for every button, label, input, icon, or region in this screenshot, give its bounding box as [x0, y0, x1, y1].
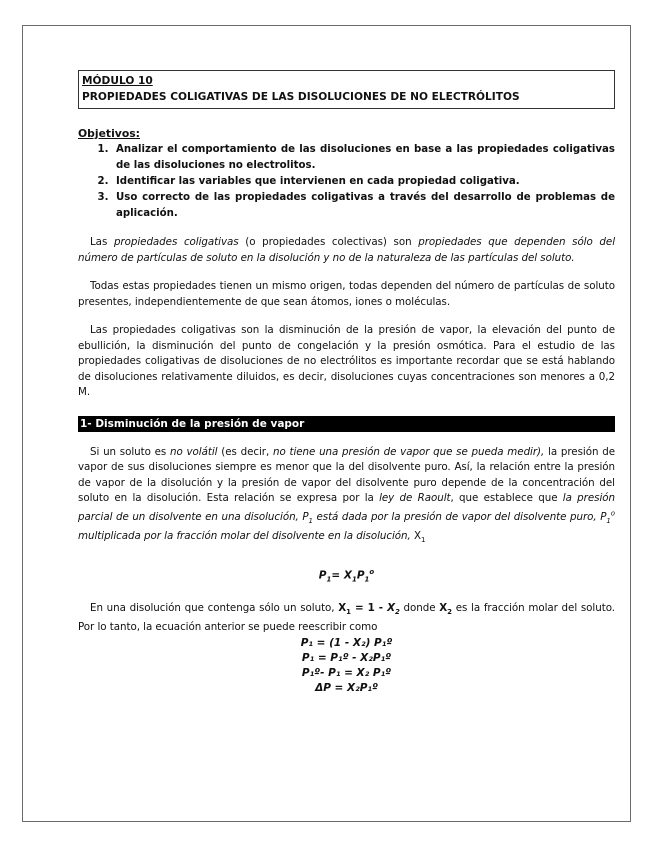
- subscript: 2: [394, 607, 400, 616]
- equation-line: P₁ = (1 - X₂) P₁º: [300, 636, 393, 649]
- objective-item: 3. Uso correcto de las propiedades coligativas a través del desarrollo de problemas de aplicación.: [112, 190, 615, 222]
- objectives-heading: Objetivos:: [78, 127, 140, 140]
- objectives-list: [78, 142, 615, 222]
- eq-symbol: = 1 -: [350, 601, 388, 614]
- eq-symbol: X: [338, 601, 347, 614]
- objective-item: 2. Identificar las variables que intervienen en cada propiedad coligativa.: [112, 174, 615, 190]
- text-run: está dada por la presión de vapor del disolvente puro, P: [312, 510, 607, 523]
- section-paragraph-2: [78, 601, 615, 636]
- text-run: donde: [399, 601, 440, 614]
- emphasis-text: no volátil: [170, 445, 218, 458]
- raoult-equation: [78, 565, 615, 588]
- subscript: 2: [447, 607, 452, 616]
- module-title-box: [78, 70, 615, 109]
- superscript: o: [610, 509, 615, 518]
- module-number: MÓDULO 10: [82, 75, 153, 87]
- emphasis-text: ley de Raoult: [379, 492, 451, 504]
- text-run: Las: [90, 236, 114, 248]
- eq-symbol: X: [387, 601, 395, 614]
- superscript: o: [369, 568, 375, 577]
- section-paragraph-1: [78, 445, 615, 550]
- text-run: la presión de vapor de sus disoluciones siempre es menor que la del disolvente puro. Así, la relación entre la presión de vapor de la disolución y la presión de vapor del disolvente puro depende de la concentración del soluto en la disolución. Esta relación se expresa por la: [78, 445, 615, 504]
- subscript: 1: [420, 536, 426, 545]
- equation-line: P₁ = P₁º - X₂P₁º: [301, 651, 392, 664]
- text-run: multiplicada por la fracción molar del disolvente en la disolución,: [78, 530, 411, 543]
- eq-symbol: P: [356, 569, 365, 582]
- emphasis-text: propiedades coligativas: [113, 236, 239, 248]
- text-run: la presión parcial de un disolvente en una disolución, P: [78, 492, 615, 523]
- subscript: 1: [308, 516, 313, 525]
- text-run: (es decir,: [217, 445, 273, 458]
- subscript: 1: [346, 607, 351, 616]
- emphasis-text: propiedades que dependen sólo del número de partículas de soluto en la disolución y no de la naturaleza de las partículas del soluto.: [78, 236, 616, 264]
- intro-paragraph-3: Las propiedades coligativas son la disminución de la presión de vapor, la elevación del punto de ebullición, la disminución del punto de congelación y la presión osmótica. Para el estudio de las propiedades coligativas de disoluciones de no electrólitos es importante recordar que se está hablando de disoluciones relativamente diluidos, es decir, disoluciones cuyas concentraciones son menores a 0,2 M.: [78, 324, 615, 398]
- equation-line: P₁º- P₁ = X₂ P₁º: [301, 666, 392, 679]
- text-run: En una disolución que contenga sólo un soluto,: [90, 601, 339, 614]
- subscript: 1: [606, 516, 611, 525]
- subscript: 1: [351, 575, 357, 584]
- text-run: X: [410, 530, 421, 543]
- text-run: Si un soluto es: [90, 445, 171, 458]
- bold-text: [338, 602, 400, 614]
- subscript: 1: [326, 575, 332, 584]
- intro-paragraph-2: Todas estas propiedades tienen un mismo origen, todas dependen del número de partículas de soluto presentes, independientemente de que sean átomos, iones o moléculas.: [78, 280, 615, 308]
- document-content: [78, 70, 615, 696]
- module-title: PROPIEDADES COLIGATIVAS DE LAS DISOLUCIONES DE NO ELECTRÓLITOS: [82, 91, 520, 103]
- text-run: es la fracción molar del soluto. Por lo tanto, la ecuación anterior se puede reescribir como: [78, 601, 615, 634]
- document-page: [22, 25, 631, 822]
- text-run: , que establece que: [450, 492, 563, 504]
- objective-item: 1. Analizar el comportamiento de las disoluciones en base a las propiedades coligativas de las disoluciones no electrolitos.: [112, 142, 615, 174]
- eq-symbol: X: [439, 601, 448, 614]
- eq-symbol: = X: [331, 569, 352, 582]
- emphasis-text: [387, 602, 400, 614]
- bold-text: [439, 602, 452, 614]
- equation-line: ΔP = X₂P₁º: [315, 681, 378, 694]
- intro-paragraph-1: [78, 235, 615, 266]
- emphasis-text: no tiene una presión de vapor que se pueda medir),: [272, 445, 545, 458]
- eq-symbol: P: [318, 569, 327, 582]
- section-heading: 1- Disminución de la presión de vapor: [78, 416, 615, 432]
- subscript: 1: [364, 575, 370, 584]
- text-run: (o propiedades colectivas) son: [238, 236, 419, 248]
